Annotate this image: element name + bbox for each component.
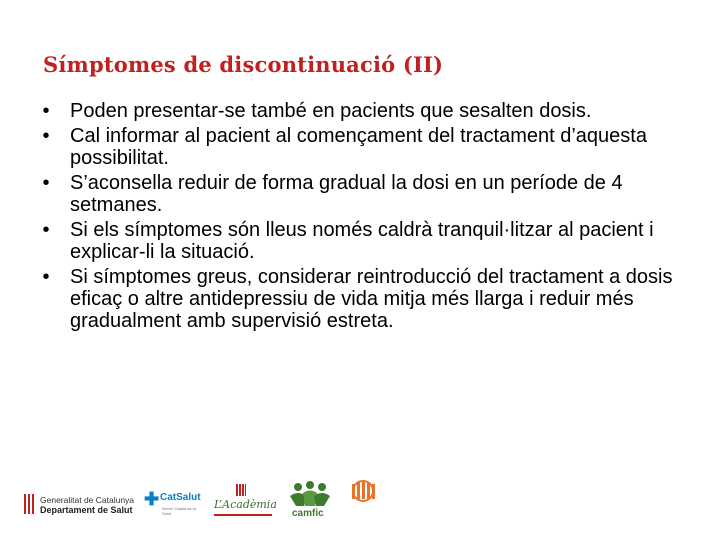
bullet-item bbox=[36, 172, 696, 216]
senyera-icon bbox=[24, 494, 36, 514]
health-cross-icon: ✚ bbox=[144, 489, 160, 509]
bullet-item bbox=[36, 100, 696, 122]
academia-name: L’Acadèmia bbox=[214, 498, 277, 511]
catsalut-subtitle: Servei Català de la Salut bbox=[162, 506, 196, 516]
bullet-item bbox=[36, 125, 696, 169]
bullet-dot-icon: • bbox=[42, 219, 50, 241]
camfic-name: camfic bbox=[292, 508, 324, 519]
department-name: Departament de Salut bbox=[40, 505, 133, 515]
bullet-text: Poden presentar-se també en pacients que sesalten dosis. bbox=[70, 100, 592, 122]
bullet-item bbox=[36, 266, 696, 332]
bullet-dot-icon: • bbox=[42, 125, 50, 147]
academia-logo bbox=[210, 480, 278, 528]
cart-bars-icon bbox=[338, 480, 388, 504]
bullet-text: Cal informar al pacient al començament del tractament d’aquesta possibilitat. bbox=[70, 125, 647, 169]
bullet-list bbox=[36, 100, 696, 335]
bullet-text: S’aconsella reduir de forma gradual la dosi en un període de 4 setmanes. bbox=[70, 172, 623, 216]
catsalut-logo bbox=[144, 480, 216, 528]
academia-underline bbox=[214, 514, 272, 516]
camfic-logo bbox=[286, 480, 334, 528]
cart-logo bbox=[338, 480, 388, 528]
bullet-dot-icon: • bbox=[42, 100, 50, 122]
bullet-item bbox=[36, 219, 696, 263]
bullet-text: Si símptomes greus, considerar reintroducció del tractament a dosis eficaç o altre antidepressiu de vida mitja més llarga i reduir més gradualment amb supervisió estreta. bbox=[70, 266, 673, 332]
generalitat-name: Generalitat de Catalunya bbox=[40, 495, 135, 505]
slide-title: Símptomes de discontinuació (II) bbox=[43, 52, 444, 77]
camfic-figures-icon bbox=[286, 480, 334, 508]
footer-logos bbox=[20, 480, 700, 528]
catsalut-name: CatSalut bbox=[160, 492, 201, 503]
generalitat-logo bbox=[24, 480, 144, 528]
bullet-text: Si els símptomes són lleus només caldrà tranquil·litzar al pacient i explicar-li la situació. bbox=[70, 219, 654, 263]
academia-emblem-icon bbox=[236, 484, 246, 496]
bullet-dot-icon: • bbox=[42, 172, 50, 194]
bullet-dot-icon: • bbox=[42, 266, 50, 288]
